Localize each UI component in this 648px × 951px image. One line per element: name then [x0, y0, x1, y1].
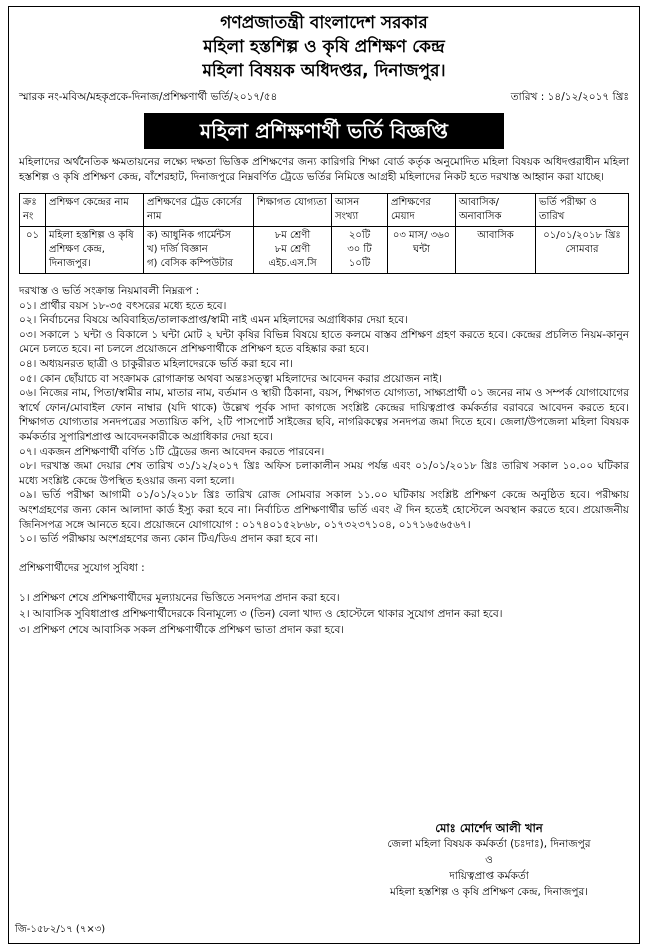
rules-heading: দরখাস্ত ও ভর্তি সংক্রান্ত নিয়মাবলী নিম্নরূপ : — [19, 285, 200, 297]
rule-item: ০৩। সকালে ১ ঘন্টা ও বিকালে ১ ঘন্টা মোট ২ ঘন্টা কৃষির বিভিন্ন বিষয়ে হাতে কলমে বাস্তব প্রশিক্ষণ গ্রহণ করতে হবে। কেন্দ্রের প্রচলিত নিয়ম-কানুন মেনে চলতে হবে। না চললে প্রয়োজনে প্রশিক্ষণার্থীকে প্রশিক্ষণ হতে বহিষ্কার করা হবে। — [19, 328, 629, 356]
benefits-heading: প্রশিক্ষণার্থীদের সুযোগ সুবিধা : — [19, 561, 145, 574]
rule-item: ০২। নির্বাচনের বিষয়ে অবিবাহিত/তালাকপ্রাপ্ত/স্বামী নাই এমন মহিলাদের অগ্রাধিকার দেয়া হবে। — [19, 314, 408, 327]
trade-table — [19, 193, 629, 274]
intro-paragraph: মহিলাদের অর্থনৈতিক ক্ষমতায়নের লক্ষ্যে দক্ষতা ভিত্তিক প্রশিক্ষণের জন্য কারিগরি শিক্ষা বোর্ড কর্তৃক অনুমোদিত মহিলা বিষয়ক অধিদপ্তরাধীন মহিলা হস্তশিল্প ও কৃষি প্রশিক্ষণ কেন্দ্র, বাঁশেরহাট, দিনাজপুরে নিম্নবর্ণিত ট্রেডে ভর্তির নিমিত্তে আগ্রহী মহিলাদের নিকট হতে দরখাস্ত আহ্বান করা যাচ্ছে। — [19, 156, 629, 183]
trade-item: খ) দর্জি বিজ্ঞান — [147, 244, 208, 255]
rule-item: ০৫। কোন ছোঁয়াচে বা সংক্রামক রোগাক্রান্ত অথবা অন্তঃসত্ত্বা মহিলাদের আবেদন করার প্রয়োজন নাই। — [19, 372, 442, 385]
reference-row — [19, 89, 629, 105]
signatory-designation: জেলা মহিলা বিষয়ক কর্মকর্তা (চঃদাঃ), দিনাজপুর — [387, 838, 591, 850]
memo-number: স্মারক নং-মবিঅ/মহকৃপ্রকে-দিনাজ/প্রশিক্ষণার্থী ভর্তি/২০১৭/৫৪ — [19, 91, 278, 103]
header-seats: আসন সংখ্যা — [332, 194, 388, 227]
cell-centre: মহিলা হস্তশিল্প ও কৃষি প্রশিক্ষণ কেন্দ্র, দিনাজপুর। — [46, 227, 144, 274]
benefit-item: ১। প্রশিক্ষণ শেষে প্রশিক্ষণার্থীদের মূল্যায়নের ভিত্তিতে সনদপত্র প্রদান করা হবে। — [19, 591, 340, 604]
department-title: মহিলা বিষয়ক অধিদপ্তর, দিনাজপুর। — [202, 61, 446, 81]
rule-item: ০৯। ভর্তি পরীক্ষা আগামী ০১/০১/২০১৮ খ্রিঃ তারিখ রোজ সোমবার সকাল ১১.০০ ঘটিকায় সংশ্লিষ্ট প্রশিক্ষণ কেন্দ্রে অনুষ্ঠিত হবে। পরীক্ষায় অংশগ্রহণের জন্য কোন আলাদা কার্ড ইস্যু করা হবে না। নির্বাচিত প্রশিক্ষণার্থীর ভর্তি এবং ঐ দিন হতেই হোস্টেলে অবস্থান করতে হবে। প্রয়োজনীয় জিনিসপত্র সঙ্গে আনতে হবে। প্রয়োজনে যোগাযোগ : ০১৭৪০১৫২৮৬৮, ০১৭৩২৩৭১০৪, ০১৭১৬৫৬৫৬৭। — [19, 489, 629, 531]
trade-item: ক) আধুনিক গার্মেন্টস — [147, 230, 231, 241]
rule-item: ০৭। একজন প্রশিক্ষণার্থী বর্ণিত ১টি ট্রেডের জন্য আবেদন করতে পারবেন। — [19, 445, 325, 458]
header-duration: প্রশিক্ষণের মেয়াদ — [388, 194, 456, 227]
rule-item: ০৮। দরখাস্ত জমা দেয়ার শেষ তারিখ ৩১/১২/২০১৭ খ্রিঃ অফিস চলাকালীন সময় পর্যন্ত এবং ০১/০১/২০১৮ খ্রিঃ তারিখ সকাল ১০.০০ ঘটিকার মধ্যে সংশ্লিষ্ট কেন্দ্রে উপস্থিত হওয়ার জন্য বলা হলো। — [19, 460, 629, 487]
table-header-row — [20, 194, 629, 227]
cell-exam: ০১/০১/২০১৮ খ্রিঃ সোমবার — [536, 227, 629, 274]
header-residential: আবাসিক/ অনাবাসিক — [456, 194, 536, 227]
header-sl: ক্রঃ নং — [20, 194, 46, 227]
seat-item: ২০টি — [348, 230, 371, 241]
rule-item: ০৪। অধ্যয়নরত ছাত্রী ও চাকুরীরত মহিলাদেরকে ভর্তি করা হবে না। — [19, 357, 293, 370]
rules-section — [19, 284, 629, 547]
cell-seats — [332, 227, 388, 274]
header-centre: প্রশিক্ষণ কেন্দ্রের নাম — [46, 194, 144, 227]
trade-item: গ) বেসিক কম্পিউটার — [147, 258, 233, 269]
seat-item: ১০টি — [348, 258, 371, 269]
qualification-item: ৮ম শ্রেণী — [274, 244, 311, 255]
cell-sl: ০১ — [20, 227, 46, 274]
rule-item: ১০। ভর্তি পরীক্ষায় অংশগ্রহণের জন্য কোন টিএ/ডিএ প্রদান করা হবে না। — [19, 533, 318, 546]
table-row — [20, 227, 629, 274]
government-title: গণপ্রজাতন্ত্রী বাংলাদেশ সরকার — [220, 13, 428, 33]
rule-item: ০৬। নিজের নাম, পিতা/স্বামীর নাম, মাতার নাম, বর্তমান ও স্থায়ী ঠিকানা, বয়স, শিক্ষাগত যোগ্যতা, সাক্ষ্যপ্রার্থী ০১ জনের নাম ও সম্পর্ক যোগাযোগের স্বার্থে ফোন/মোবাইল ফোন নাম্বার (যদি থাকে) উল্লেখ পূর্বক সাদা কাগজে সংশ্লিষ্ট কেন্দ্রের দায়িত্বপ্রাপ্ত কর্মকর্তার বরাবরে আবেদন করতে হবে। শিক্ষাগত যোগ্যতার সনদপত্রের সত্যায়িত কপি, ২টি পাসপোর্ট সাইজের ছবি, নাগরিকত্বের সনদপত্র জমা দিতে হবে। জেলা/উপজেলা মহিলা বিষয়ক কর্মকর্তার সুপারিশপ্রাপ্ত আবেদনকারীকে অগ্রাধিকার দেয়া হবে। — [19, 387, 629, 443]
notice-page — [8, 6, 640, 944]
benefits-list — [19, 590, 629, 638]
publication-code: জি-১৫৮২/১৭ (৭×৩) — [15, 924, 106, 935]
centre-title: মহিলা হস্তশিল্প ও কৃষি প্রশিক্ষণ কেন্দ্র — [203, 37, 445, 57]
qualification-item: ৮ম শ্রেণী — [274, 230, 311, 241]
notice-date: তারিখ : ১৪/১২/২০১৭ খ্রিঃ — [510, 91, 629, 103]
letterhead — [19, 11, 629, 83]
notice-banner: মহিলা প্রশিক্ষণার্থী ভর্তি বিজ্ঞপ্তি — [144, 113, 504, 149]
header-exam: ভর্তি পরীক্ষা ও তারিখ — [536, 194, 629, 227]
qualification-item: এইচ.এস.সি — [268, 258, 317, 269]
cell-duration: ০৩ মাস/ ৩৬০ ঘন্টা — [388, 227, 456, 274]
seat-item: ৩০ টি — [347, 244, 372, 255]
benefit-item: ৩। প্রশিক্ষণ শেষে আবাসিক সকল প্রশিক্ষণার্থীকে প্রশিক্ষণ ভাতা প্রদান করা হবে। — [19, 623, 345, 636]
signatory-role: দায়িত্বপ্রাপ্ত কর্মকর্তা — [449, 870, 529, 882]
signatory-office: মহিলা হস্তশিল্প ও কৃষি প্রশিক্ষণ কেন্দ্র, দিনাজপুর। — [389, 886, 589, 898]
cell-trades — [144, 227, 254, 274]
cell-residential: আবাসিক — [456, 227, 536, 274]
header-qualification: শিক্ষাগত যোগ্যতা — [254, 194, 332, 227]
signatory-and: ও — [485, 854, 493, 866]
signature-block — [344, 820, 634, 900]
signatory-name: মোঃ মোর্শেদ আলী খান — [435, 821, 543, 835]
header-trade: প্রশিক্ষণের ট্রেড কোর্সের নাম — [144, 194, 254, 227]
cell-qualifications — [254, 227, 332, 274]
rule-item: ০১। প্রার্থীর বয়স ১৮-৩৫ বৎসরের মধ্যে হতে হবে। — [19, 299, 227, 312]
benefit-item: ২। আবাসিক সুবিধাপ্রাপ্ত প্রশিক্ষণার্থীদেরকে বিনামূল্যে ৩ (তিন) বেলা খাদ্য ও হোস্টেলে থাকার সুযোগ প্রদান করা হবে। — [19, 607, 503, 620]
